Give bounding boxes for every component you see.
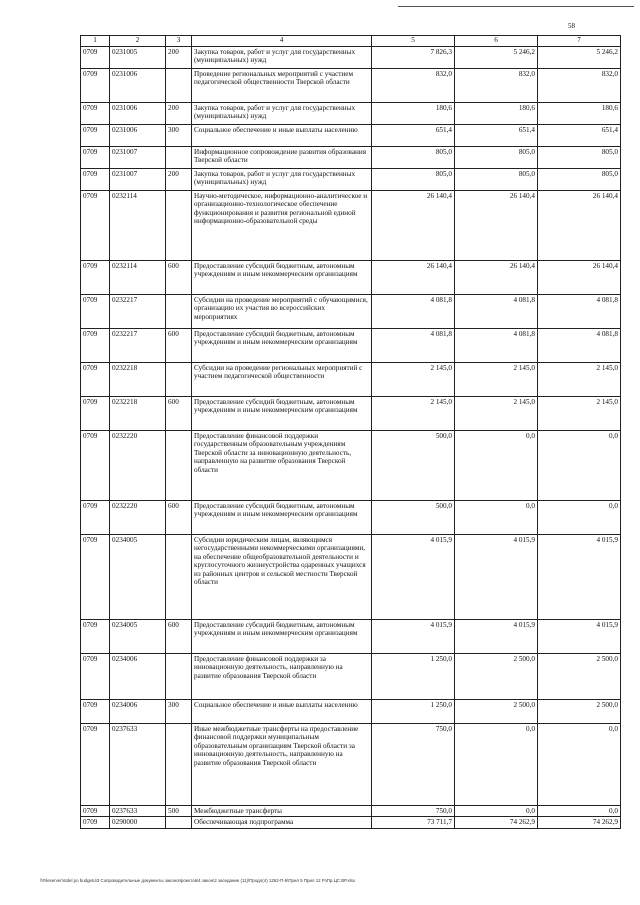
table-row — [81, 535, 621, 620]
expense-type-code — [166, 147, 192, 169]
value-col5: 1 250,0 — [372, 654, 455, 700]
target-code: 0237633 — [110, 724, 166, 806]
header-cell: 2 — [110, 36, 166, 47]
table-row — [81, 817, 621, 828]
target-code: 0237633 — [110, 806, 166, 817]
expense-type-code: 200 — [166, 47, 192, 69]
section-code: 0709 — [81, 69, 110, 103]
value-col7: 4 081,8 — [538, 329, 621, 363]
expense-type-code: 500 — [166, 806, 192, 817]
row-description: Субсидии юридическим лицам, являющимся негосударственными некоммерческими организациями, на обеспечение общеобразовательной деятельности и круглосуточного жизнеустройства одаренных учащихся из районных центров и сельской местности Тверской области — [192, 535, 372, 620]
row-description: Субсидии на проведение мероприятий с обучающимися, организацию их участия во всероссийских мероприятиях — [192, 295, 372, 329]
header-cell: 6 — [455, 36, 538, 47]
value-col7: 0,0 — [538, 806, 621, 817]
target-code: 0231006 — [110, 69, 166, 103]
table-row — [81, 261, 621, 295]
header-cell: 4 — [192, 36, 372, 47]
value-col7: 805,0 — [538, 147, 621, 169]
expense-type-code: 200 — [166, 169, 192, 191]
row-description: Закупка товаров, работ и услуг для государственных (муниципальных) нужд — [192, 47, 372, 69]
target-code: 0232217 — [110, 295, 166, 329]
target-code: 0232220 — [110, 501, 166, 535]
value-col5: 4 081,8 — [372, 295, 455, 329]
row-description: Социальное обеспечение и иные выплаты населению — [192, 700, 372, 724]
section-code: 0709 — [81, 535, 110, 620]
value-col6: 651,4 — [455, 125, 538, 147]
value-col6: 2 500,0 — [455, 654, 538, 700]
expense-type-code — [166, 431, 192, 501]
expense-type-code — [166, 724, 192, 806]
expense-type-code: 300 — [166, 125, 192, 147]
value-col6: 74 262,9 — [455, 817, 538, 828]
table-row — [81, 806, 621, 817]
section-code: 0709 — [81, 103, 110, 125]
value-col7: 0,0 — [538, 724, 621, 806]
value-col6: 4 081,8 — [455, 295, 538, 329]
expense-type-code — [166, 295, 192, 329]
value-col7: 2 500,0 — [538, 700, 621, 724]
section-code: 0709 — [81, 147, 110, 169]
header-cell: 7 — [538, 36, 621, 47]
expense-type-code — [166, 817, 192, 828]
top-rule — [398, 6, 634, 7]
value-col6: 832,0 — [455, 69, 538, 103]
target-code: 0232218 — [110, 363, 166, 397]
value-col6: 4 015,9 — [455, 620, 538, 654]
table-row — [81, 700, 621, 724]
value-col7: 2 145,0 — [538, 397, 621, 431]
row-description: Обеспечивающая подпрограмма — [192, 817, 372, 828]
value-col6: 2 145,0 — [455, 363, 538, 397]
value-col6: 805,0 — [455, 169, 538, 191]
page-number: 58 — [568, 22, 575, 30]
section-code: 0709 — [81, 261, 110, 295]
row-description: Предоставление субсидий бюджетным, автономным учреждениям и иным некоммерческим организациям — [192, 501, 372, 535]
value-col5: 4 081,8 — [372, 329, 455, 363]
target-code: 0232217 — [110, 329, 166, 363]
expense-type-code — [166, 69, 192, 103]
header-cell: 3 — [166, 36, 192, 47]
value-col6: 180,6 — [455, 103, 538, 125]
file-path-footer: \\Fileserver\otdel po budgetu\3 Сопроводительные документы законопроектов\4 закон\2 заседание (11)\Продл(4) 1262-П-5\Прил 5 Прил 12 РзПр.ЦС.ВР.xlsx — [40, 878, 356, 883]
expense-type-code — [166, 191, 192, 261]
value-col7: 4 081,8 — [538, 295, 621, 329]
value-col5: 500,0 — [372, 431, 455, 501]
section-code: 0709 — [81, 47, 110, 69]
target-code: 0231007 — [110, 169, 166, 191]
section-code: 0709 — [81, 620, 110, 654]
value-col6: 5 246,2 — [455, 47, 538, 69]
value-col7: 2 145,0 — [538, 363, 621, 397]
value-col6: 4 015,9 — [455, 535, 538, 620]
target-code: 0232220 — [110, 431, 166, 501]
table-row — [81, 501, 621, 535]
value-col6: 0,0 — [455, 431, 538, 501]
value-col6: 805,0 — [455, 147, 538, 169]
header-row — [81, 36, 621, 47]
table-row — [81, 125, 621, 147]
value-col7: 832,0 — [538, 69, 621, 103]
value-col7: 805,0 — [538, 169, 621, 191]
target-code: 0234006 — [110, 700, 166, 724]
value-col7: 26 140,4 — [538, 261, 621, 295]
row-description: Предоставление субсидий бюджетным, автономным учреждениям и иным некоммерческим организациям — [192, 620, 372, 654]
table-row — [81, 169, 621, 191]
value-col5: 832,0 — [372, 69, 455, 103]
table-row — [81, 620, 621, 654]
row-description: Предоставление финансовой поддержки за инновационную деятельность, направленную на развитие образования Тверской области — [192, 654, 372, 700]
value-col7: 0,0 — [538, 431, 621, 501]
value-col7: 5 246,2 — [538, 47, 621, 69]
row-description: Субсидии на проведение региональных мероприятий с участием педагогической общественности — [192, 363, 372, 397]
section-code: 0709 — [81, 191, 110, 261]
row-description: Информационное сопровождение развития образования Тверской области — [192, 147, 372, 169]
expense-type-code: 200 — [166, 103, 192, 125]
value-col5: 73 711,7 — [372, 817, 455, 828]
value-col5: 750,0 — [372, 724, 455, 806]
section-code: 0709 — [81, 700, 110, 724]
row-description: Социальное обеспечение и иные выплаты населению — [192, 125, 372, 147]
target-code: 0234005 — [110, 620, 166, 654]
table-row — [81, 147, 621, 169]
expense-type-code — [166, 363, 192, 397]
value-col6: 0,0 — [455, 724, 538, 806]
value-col6: 2 500,0 — [455, 700, 538, 724]
target-code: 0231006 — [110, 125, 166, 147]
value-col7: 2 500,0 — [538, 654, 621, 700]
value-col7: 74 262,9 — [538, 817, 621, 828]
value-col5: 805,0 — [372, 147, 455, 169]
expense-type-code: 600 — [166, 329, 192, 363]
target-code: 0231007 — [110, 147, 166, 169]
value-col6: 0,0 — [455, 806, 538, 817]
table-row — [81, 191, 621, 261]
section-code: 0709 — [81, 724, 110, 806]
value-col7: 26 140,4 — [538, 191, 621, 261]
table-row — [81, 103, 621, 125]
row-description: Закупка товаров, работ и услуг для государственных (муниципальных) нужд — [192, 103, 372, 125]
target-code: 0234006 — [110, 654, 166, 700]
value-col5: 2 145,0 — [372, 363, 455, 397]
target-code: 0234005 — [110, 535, 166, 620]
section-code: 0709 — [81, 295, 110, 329]
table-row — [81, 397, 621, 431]
target-code: 0232218 — [110, 397, 166, 431]
section-code: 0709 — [81, 817, 110, 828]
header-cell: 5 — [372, 36, 455, 47]
table-row — [81, 724, 621, 806]
row-description: Иные межбюджетные трансферты на предоставление финансовой поддержки муниципальным образовательным организациям Тверской области за инновационную деятельность, направленную на развитие образования Тверской области — [192, 724, 372, 806]
section-code: 0709 — [81, 363, 110, 397]
value-col5: 750,0 — [372, 806, 455, 817]
expense-type-code — [166, 654, 192, 700]
value-col5: 2 145,0 — [372, 397, 455, 431]
value-col7: 4 015,9 — [538, 620, 621, 654]
row-description: Предоставление субсидий бюджетным, автономным учреждениям и иным некоммерческим организациям — [192, 261, 372, 295]
target-code: 0232114 — [110, 261, 166, 295]
table-row — [81, 363, 621, 397]
target-code: 0231006 — [110, 103, 166, 125]
section-code: 0709 — [81, 125, 110, 147]
value-col5: 500,0 — [372, 501, 455, 535]
value-col5: 26 140,4 — [372, 261, 455, 295]
section-code: 0709 — [81, 431, 110, 501]
value-col5: 7 826,3 — [372, 47, 455, 69]
value-col6: 4 081,8 — [455, 329, 538, 363]
budget-table — [80, 35, 621, 829]
row-description: Предоставление финансовой поддержки государственным образовательным учреждениям Тверской области за инновационную деятельность, направленную на развитие образования Тверской области — [192, 431, 372, 501]
value-col5: 26 140,4 — [372, 191, 455, 261]
section-code: 0709 — [81, 329, 110, 363]
header-cell: 1 — [81, 36, 110, 47]
expense-type-code: 600 — [166, 397, 192, 431]
target-code: 0231005 — [110, 47, 166, 69]
row-description: Предоставление субсидий бюджетным, автономным учреждениям и иным некоммерческим организациям — [192, 329, 372, 363]
table-row — [81, 431, 621, 501]
value-col6: 26 140,4 — [455, 261, 538, 295]
row-description: Проведение региональных мероприятий с участием педагогической общественности Тверской области — [192, 69, 372, 103]
section-code: 0709 — [81, 501, 110, 535]
table-row — [81, 69, 621, 103]
value-col7: 0,0 — [538, 501, 621, 535]
table-row — [81, 295, 621, 329]
row-description: Научно-методическое, информационно-аналитическое и организационно-технологическое обеспечение функционирования и развития региональной единой информационно-образовательной среды — [192, 191, 372, 261]
value-col5: 180,6 — [372, 103, 455, 125]
value-col7: 180,6 — [538, 103, 621, 125]
section-code: 0709 — [81, 397, 110, 431]
expense-type-code: 600 — [166, 501, 192, 535]
value-col5: 4 015,9 — [372, 535, 455, 620]
value-col5: 651,4 — [372, 125, 455, 147]
value-col6: 26 140,4 — [455, 191, 538, 261]
target-code: 0232114 — [110, 191, 166, 261]
value-col7: 4 015,9 — [538, 535, 621, 620]
value-col5: 1 250,0 — [372, 700, 455, 724]
expense-type-code — [166, 535, 192, 620]
section-code: 0709 — [81, 654, 110, 700]
expense-type-code: 600 — [166, 620, 192, 654]
row-description: Закупка товаров, работ и услуг для государственных (муниципальных) нужд — [192, 169, 372, 191]
row-description: Межбюджетные трансферты — [192, 806, 372, 817]
expense-type-code: 300 — [166, 700, 192, 724]
row-description: Предоставление субсидий бюджетным, автономным учреждениям и иным некоммерческим организациям — [192, 397, 372, 431]
value-col6: 0,0 — [455, 501, 538, 535]
table-row — [81, 47, 621, 69]
target-code: 0290000 — [110, 817, 166, 828]
value-col5: 4 015,9 — [372, 620, 455, 654]
value-col6: 2 145,0 — [455, 397, 538, 431]
section-code: 0709 — [81, 806, 110, 817]
value-col7: 651,4 — [538, 125, 621, 147]
value-col5: 805,0 — [372, 169, 455, 191]
table-row — [81, 654, 621, 700]
section-code: 0709 — [81, 169, 110, 191]
table-row — [81, 329, 621, 363]
expense-type-code: 600 — [166, 261, 192, 295]
